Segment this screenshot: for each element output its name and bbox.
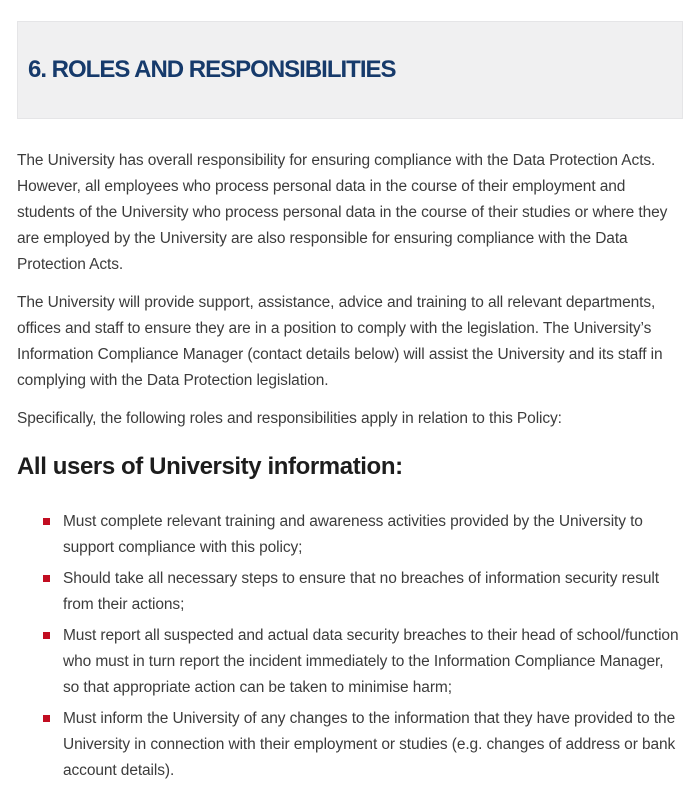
section-heading-box xyxy=(17,21,683,119)
bullet-square-icon xyxy=(43,575,50,582)
list-item-text: Must complete relevant training and awareness activities provided by the University to support compliance with this policy; xyxy=(63,513,643,556)
intro-paragraph-1: The University has overall responsibility for ensuring compliance with the Data Protection Acts. However, all employees who process personal data in the course of their employment and students of the University who process personal data in the course of their studies or where they are employed by the University are also responsible for ensuring compliance with the Data Protection Acts. xyxy=(17,152,668,273)
section-heading: 6. ROLES AND RESPONSIBILITIES xyxy=(28,56,396,83)
list-item xyxy=(43,509,683,561)
intro-paragraph-3: Specifically, the following roles and responsibilities apply in relation to this Policy: xyxy=(17,410,562,427)
list-item xyxy=(43,706,683,784)
list-item-text: Must report all suspected and actual data security breaches to their head of school/function who must in turn report the incident immediately to the Information Compliance Manager, so that appropriate action can be taken to minimise harm; xyxy=(63,627,679,696)
list-item xyxy=(43,623,683,701)
subsection-heading: All users of University information: xyxy=(17,453,403,480)
list-item-text: Should take all necessary steps to ensure that no breaches of information security result from their actions; xyxy=(63,570,659,613)
list-item xyxy=(43,566,683,618)
bullet-square-icon xyxy=(43,632,50,639)
intro-paragraph-2: The University will provide support, assistance, advice and training to all relevant departments, offices and staff to ensure they are in a position to comply with the legislation. The University’s Information Compliance Manager (contact details below) will assist the University and its staff in complying with the Data Protection legislation. xyxy=(17,294,663,389)
list-item-text: Must inform the University of any changes to the information that they have provided to the University in connection with their employment or studies (e.g. changes of address or bank account details). xyxy=(63,710,676,779)
bullet-square-icon xyxy=(43,518,50,525)
responsibilities-list xyxy=(17,509,683,784)
bullet-square-icon xyxy=(43,715,50,722)
